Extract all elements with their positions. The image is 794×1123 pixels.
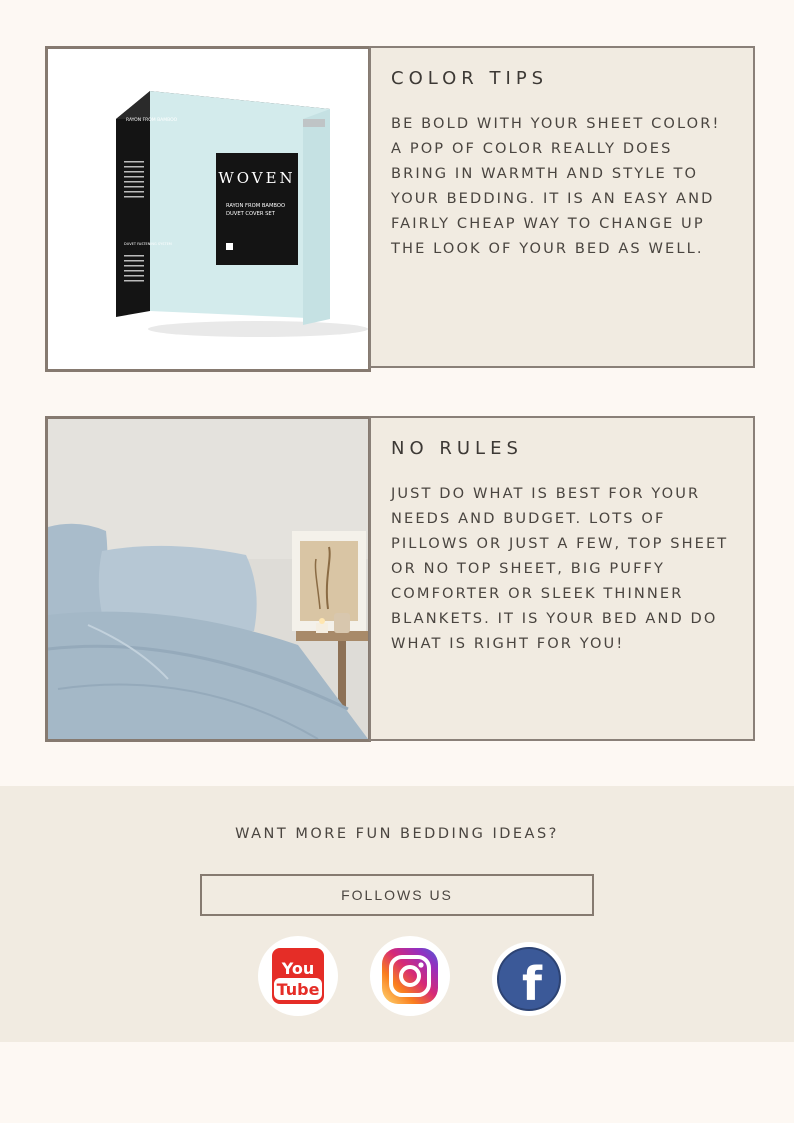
follow-us-button[interactable]: FOLLOWS US xyxy=(200,874,594,916)
footer xyxy=(0,786,794,1042)
side-title: RAYON FROM BAMBOO xyxy=(126,118,178,123)
duvet-product-photo xyxy=(45,46,371,372)
product-brand: WOVEN xyxy=(218,169,296,187)
section-title: NO RULES xyxy=(391,438,523,459)
facebook-icon xyxy=(492,942,566,1016)
facebook-glyph: f xyxy=(521,957,543,1011)
no-rules-panel xyxy=(369,416,755,741)
color-tips-panel xyxy=(369,46,755,368)
product-line1: RAYON FROM BAMBOO xyxy=(226,203,286,209)
woven-duvet-box-image xyxy=(48,49,368,369)
instagram-icon xyxy=(370,936,450,1016)
youtube-link[interactable] xyxy=(258,936,338,1016)
youtube-bottom: Tube xyxy=(276,980,320,999)
no-rules-card xyxy=(45,416,755,742)
instagram-link[interactable] xyxy=(370,936,450,1016)
section-body: BE BOLD WITH YOUR SHEET COLOR! A POP OF COLOR REALLY DOES BRING IN WARMTH AND STYLE TO YOUR BEDDING. IT IS AN EASY AND FAIRLY CHEAP WAY TO CHANGE UP THE LOOK OF YOUR BED AS WELL. xyxy=(391,115,721,257)
section-body: JUST DO WHAT IS BEST FOR YOUR NEEDS AND BUDGET. LOTS OF PILLOWS OR JUST A FEW, TOP SHEET OR NO TOP SHEET, BIG PUFFY COMFORTER OR SLEEK THINNER BLANKETS. IT IS YOUR BED AND DO WHAT IS RIGHT FOR YOU! xyxy=(391,485,729,652)
product-line2: DUVET COVER SET xyxy=(226,211,275,217)
section-title: COLOR TIPS xyxy=(391,68,549,89)
side-subtitle: DUVET FASTENING SYSTEM xyxy=(124,242,172,246)
youtube-top: You xyxy=(281,959,315,978)
facebook-link[interactable] xyxy=(492,942,566,1016)
bedroom-photo xyxy=(45,416,371,742)
youtube-icon xyxy=(258,936,338,1016)
color-tips-card xyxy=(45,46,755,372)
blue-bedding-image xyxy=(48,419,368,739)
footer-lead: WANT MORE FUN BEDDING IDEAS? xyxy=(235,826,559,842)
